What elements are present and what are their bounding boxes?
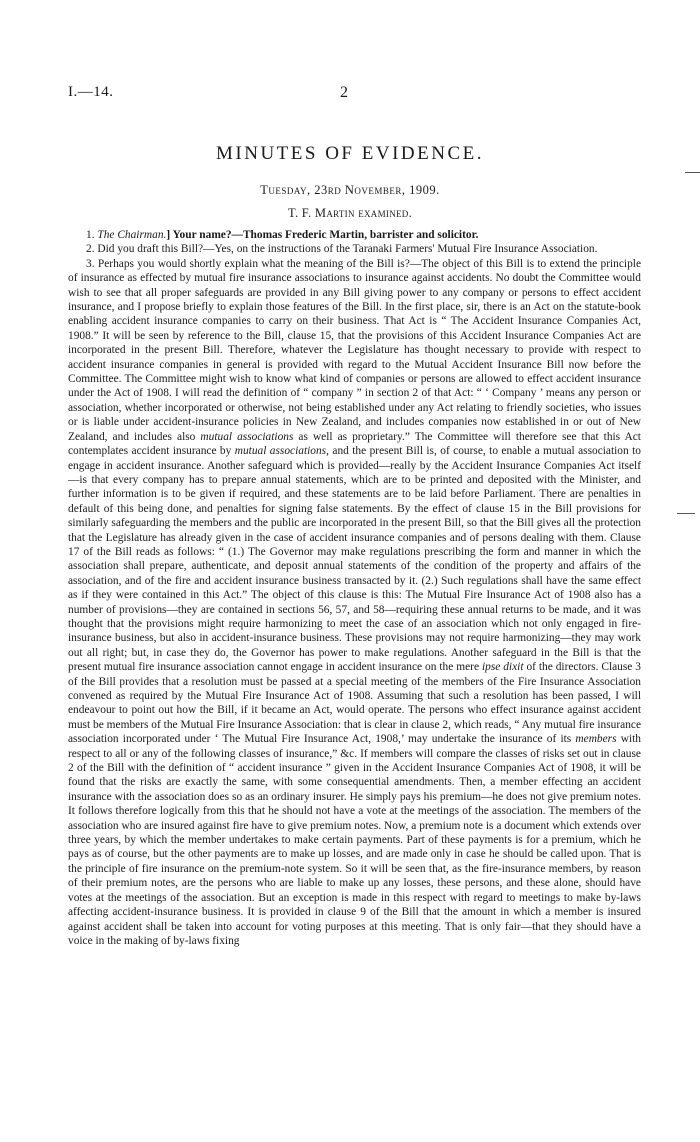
speaker-name: The Chairman. bbox=[97, 229, 167, 241]
evidence-paragraph-1 bbox=[68, 228, 641, 242]
paragraph-text: Did you draft this Bill?—Yes, on the instructions of the Taranaki Farmers' Mutual Fire Insurance Association. bbox=[97, 243, 598, 256]
evidence-paragraph-2 bbox=[68, 242, 641, 256]
paragraph-number: 2. bbox=[86, 243, 98, 256]
evidence-body bbox=[68, 228, 641, 948]
paragraph-number: 3. bbox=[86, 257, 98, 270]
page-title: MINUTES OF EVIDENCE. bbox=[216, 143, 484, 164]
witness-line: T. F. Martin examined. bbox=[287, 206, 413, 220]
paragraph-number: 1. bbox=[86, 229, 98, 241]
evidence-paragraph-3 bbox=[68, 257, 641, 949]
session-date: Tuesday, 23rd November, 1909. bbox=[260, 183, 440, 197]
document-reference: I.—14. bbox=[68, 84, 114, 100]
margin-rule bbox=[685, 172, 700, 173]
margin-rule bbox=[677, 513, 695, 514]
page-number: 2 bbox=[340, 84, 348, 101]
paragraph-text: ] Your name?—Thomas Frederic Martin, barrister and solicitor. bbox=[166, 229, 479, 241]
page-header bbox=[68, 84, 368, 106]
paragraph-text: Perhaps you would shortly explain what the meaning of the Bill is?—The object of this Bill is to extend the principle of insurance as effected by mutual fire insurance associations to insurance against accidents. No doubt the Committee would wish to see that all proper safeguards are provided in any Bill giving power to any company or persons to effect accident insurance, and I propose briefly to explain those features of the Bill. In the first place, sir, there is an Act on the statute-book enabling accident insurance companies to carry on their business. That Act is “ The Accident Insurance Companies Act, 1908.” It will be seen by reference to the Bill, clause 15, that the provisions of this Accident Insurance Companies Act are incorporated in the present Bill. Therefore, whatever the Legislature has thought necessary to provide with respect to accident insurance companies in general is provided with regard to the Mutual Accident Insurance Bill now before the Committee. The Committee might wish to know what kind of companies or persons are allowed to effect accident insurance under the Act of 1908. I will read the definition of “ company ” in section 2 of that Act: “ ‘ Company ’ means any person or association, whether incorporated or otherwise, not being established under any Act relating to friendly societies, who issues or is liable under accident-insurance policies in New Zealand, and includes companies now established in or out of New Zealand, and includes also mutual associations as well as proprietary.” The Committee will therefore see that this Act contemplates accident insurance by mutual associations, and the present Bill is, of course, to enable a mutual association to engage in accident insurance. Another safeguard which is provided—really by the Accident Insurance Companies Act itself—is that every company has to prepare annual statements, which are to be printed and deposited with the Minister, and further information is to be given if required, and these statements are to be laid before Parliament. There are penalties in default of this being done, and penalties for signing false statements. By the effect of clause 15 in the Bill provisions for similarly safeguarding the members and the public are incorporated in the present Bill, so that the Bill gives all the protection that the Legislature has already given in the case of accident insurance companies and of persons dealing with them. Clause 17 of the Bill reads as follows: “ (1.) The Governor may make regulations prescribing the form and manner in which the association shall prepare, authenticate, and deposit annual statements of the condition of the property and affairs of the association, and of the fire and accident insurance business transacted by it. (2.) Such regulations shall have the same effect as if they were contained in this Act.” The object of this clause is this: The Mutual Fire Insurance Act of 1908 also has a number of provisions—they are contained in sections 56, 57, and 58—requiring these annual returns to be made, and it was thought that the provisions might require harmonizing to meet the case of an association which not only engaged in fire-insurance business, but also in accident-insurance business. These provisions may not require harmonizing—they may work out all right; but, in case they do, the Governor has power to make regulations. Another safeguard in the Bill is that the present mutual fire insurance association cannot engage in accident insurance on the mere ipse dixit of the directors. Clause 3 of the Bill provides that a resolution must be passed at a special meeting of the members of the Fire Insurance Association convened as required by the Mutual Fire Insurance Act of 1908. Assuming that such a resolution has been passed, I will endeavour to point out how the Bill, if it became an Act, would operate. The persons who effect insurance against accident must be members of the Mutual Fire Insurance Association: that is clear in clause 2, which reads, “ Any mutual fire insurance association incorporated under ‘ The Mutual Fire Insurance Act, 1908,’ may undertake the insurance of its members with respect to all or any of the following classes of insurance,” &c. If members will compare the classes of risks set out in clause 2 of the Bill with the definition of “ accident insurance ” given in the Accident Insurance Companies Act of 1908, it will be found that the risks are exactly the same, with some consequential amendments. Then, a member effecting an accident insurance with the association does so as an ordinary insurer. He simply pays his premium—he does not give premium notes. It follows therefore logically from this that he should not have a vote at the meetings of the association. The members of the association who are insured against fire have to give premium notes. Now, a premium note is a document which extends over three years, by which the member undertakes to make certain payments. Part of these payments is for a premium, which he pays as of course, but the other payments are to make up losses, and are made only in case he should be called upon. That is the principle of fire insurance on the premium-note system. So it will be seen that, as the fire-insurance members, by reason of their premium notes, are the persons who are liable to make up any losses, these persons, and these alone, should have votes at the meetings of the association. But an exception is made in this respect with regard to meetings to make by-laws affecting accident-insurance business. It is provided in clause 9 of the Bill that the amount in which a member is insured against accident shall be taken into account for voting purposes at this meeting. That is only fair—that they should have a voice in the making of by-laws fixing bbox=[68, 257, 642, 947]
